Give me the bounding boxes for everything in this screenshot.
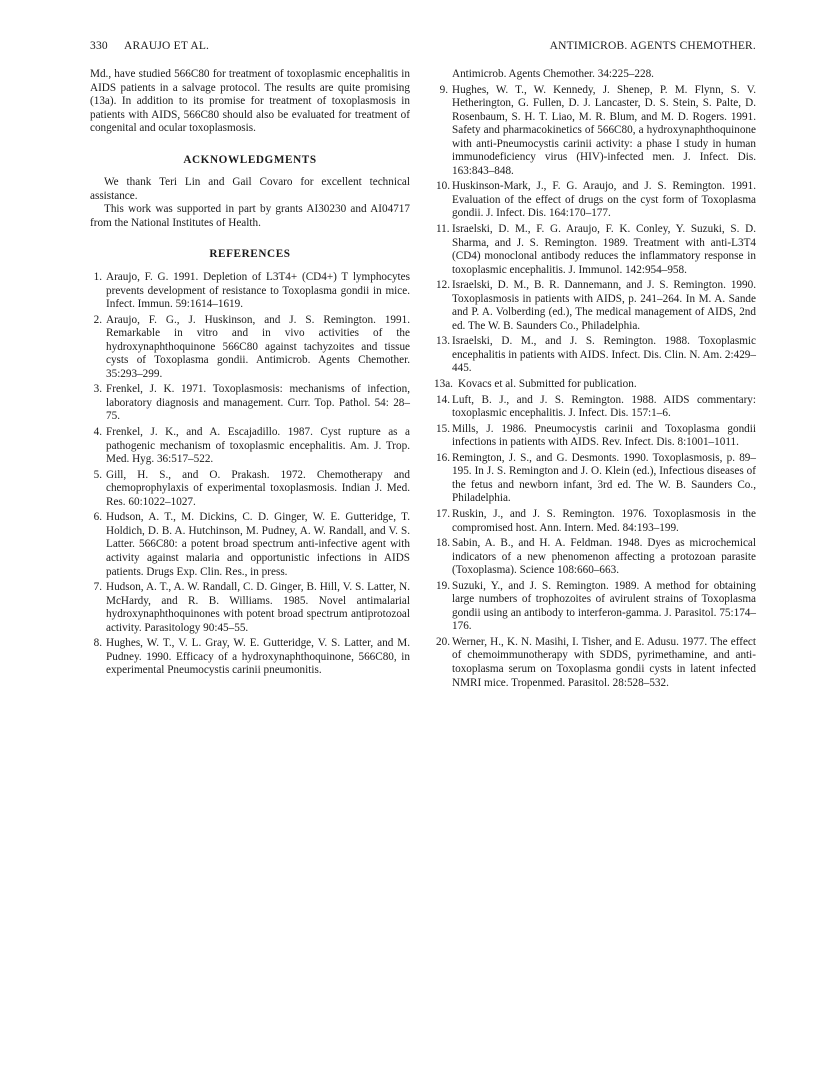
reference-item: 18. Sabin, A. B., and H. A. Feldman. 1948. Dyes as microchemical indicators of a new phenomenon affecting a protozoan parasite (Toxoplasma). Science 108:660–663. [436, 537, 756, 577]
reference-item: 5. Gill, H. S., and O. Prakash. 1972. Chemotherapy and chemoprophylaxis of experimental toxoplasmosis. Indian J. Med. Res. 60:1022–1027. [93, 468, 410, 508]
acknowledgments-paragraph: We thank Teri Lin and Gail Covaro for excellent technical assistance. [90, 176, 410, 202]
reference-item: 4. Frenkel, J. K., and A. Escajadillo. 1987. Cyst rupture as a pathogenic mechanism of toxoplasmic encephalitis. Am. J. Trop. Med. Hyg. 36:517–522. [93, 426, 410, 466]
reference-item: 8. Hughes, W. T., V. L. Gray, W. E. Gutteridge, V. S. Latter, and M. Pudney. 1990. Efficacy of a hydroxynaphthoquinone, 566C80, in experimental Pneumocystis carinii pneumonitis. [93, 637, 410, 677]
reference-item: 13a. Kovacs et al. Submitted for publication. [434, 378, 637, 391]
reference-item: 20. Werner, H., K. N. Masihi, I. Tisher, and E. Adusu. 1977. The effect of chemoimmunotherapy with SDDS, pyrimethamine, and anti-toxoplasma serum on Toxoplasma gondii cysts in latent infected NMRI mice. Tropenmed. Parasitol. 28:528–532. [436, 635, 756, 689]
reference-item: 19. Suzuki, Y., and J. S. Remington. 1989. A method for obtaining large numbers of trophozoites of avirulent strains of Toxoplasma gondii using an antibody to interferon-gamma. J. Parasitol. 75:174–176. [436, 579, 756, 633]
page-number: 330 [90, 40, 108, 52]
right-column [436, 68, 756, 692]
references-heading: REFERENCES [209, 248, 291, 261]
running-header [90, 40, 756, 58]
reference-item: 13. Israelski, D. M., and J. S. Remington. 1988. Toxoplasmic encephalitis in patients with AIDS. Infect. Dis. Clin. N. Am. 2:429–445. [436, 335, 756, 375]
reference-item: 16. Remington, J. S., and G. Desmonts. 1990. Toxoplasmosis, p. 89–195. In J. S. Remington and J. O. Klein (ed.), Infectious diseases of the fetus and newborn infant, 3rd ed. The W. B. Saunders Co., Philadelphia. [436, 451, 756, 505]
reference-item: 7. Hudson, A. T., A. W. Randall, C. D. Ginger, B. Hill, V. S. Latter, N. McHardy, and R. B. Williams. 1985. Novel antimalarial hydroxynaphthoquinones with potent broad spectrum antiprotozoal activity. Parasitology 90:45–55. [93, 581, 410, 634]
acknowledgments-heading: ACKNOWLEDGMENTS [183, 153, 317, 166]
left-column [90, 68, 410, 680]
running-authors: ARAUJO ET AL. [124, 40, 210, 52]
reference-item: 1. Araujo, F. G. 1991. Depletion of L3T4+ (CD4+) T lymphocytes prevents development of resistance to Toxoplasma gondii in mice. Infect. Immun. 59:1614–1619. [93, 271, 410, 311]
reference-item: 2. Araujo, F. G., J. Huskinson, and J. S. Remington. 1991. Remarkable in vitro and in vivo activities of the hydroxynaphthoquinone 566C80 against tachyzoites and tissue cysts of Toxoplasma gondii. Antimicrob. Agents Chemother. 35:293–299. [93, 313, 410, 380]
reference-item: 6. Hudson, A. T., M. Dickins, C. D. Ginger, W. E. Gutteridge, T. Holdich, D. B. A. Hutchinson, M. Pudney, A. W. Randall, and V. S. Latter. 566C80: a potent broad spectrum anti-infective agent with activity against malaria and opportunistic infections in AIDS patients. Drugs Exp. Clin. Res., in press. [93, 511, 410, 578]
reference-item: 11. Israelski, D. M., F. G. Araujo, F. K. Conley, Y. Suzuki, S. D. Sharma, and J. S. Remington. 1989. Treatment with anti-L3T4 (CD4) monoclonal antibody reduces the inflammatory response in toxoplasmic encephalitis. J. Immunol. 142:954–958. [436, 223, 756, 276]
reference-item: 9. Hughes, W. T., W. Kennedy, J. Shenep, P. M. Flynn, S. V. Hetherington, G. Fullen, D. J. Lancaster, D. S. Stein, S. Palte, D. Rosenbaum, S. H. T. Liao, M. R. Blum, and M. D. Rogers. 1991. Safety and pharmacokinetics of 566C80, a hydroxynaphthoquinone with anti-Pneumocystis carinii activity: a phase I study in human immunodeficiency virus (HIV)-infected men. J. Infect. Dis. 163:843–848. [439, 83, 756, 177]
reference-item: 15. Mills, J. 1986. Pneumocystis carinii and Toxoplasma gondii infections in patients with AIDS. Rev. Infect. Dis. 8:1001–1011. [436, 422, 756, 449]
journal-name: ANTIMICROB. AGENTS CHEMOTHER. [549, 40, 756, 52]
reference-item: 14. Luft, B. J., and J. S. Remington. 1988. AIDS commentary: toxoplasmic encephalitis. J. Infect. Dis. 157:1–6. [436, 393, 756, 420]
reference-continuation: Antimicrob. Agents Chemother. 34:225–228. [452, 68, 654, 80]
reference-item: 17. Ruskin, J., and J. S. Remington. 1976. Toxoplasmosis in the compromised host. Ann. Intern. Med. 84:193–199. [436, 507, 756, 534]
funding-paragraph: This work was supported in part by grants AI30230 and AI04717 from the National Institutes of Health. [90, 203, 410, 229]
reference-item: 12. Israelski, D. M., B. R. Dannemann, and J. S. Remington. 1990. Toxoplasmosis in patients with AIDS, p. 241–264. In M. A. Sande and P. A. Volberding (ed.), The medical management of AIDS, 2nd ed. The W. B. Saunders Co., Philadelphia. [436, 279, 756, 332]
reference-item: 3. Frenkel, J. K. 1971. Toxoplasmosis: mechanisms of infection, laboratory diagnosis and management. Curr. Top. Pathol. 54: 28–75. [93, 383, 410, 423]
reference-item: 10. Huskinson-Mark, J., F. G. Araujo, and J. S. Remington. 1991. Evaluation of the effect of drugs on the cyst form of Toxoplasma gondii. J. Infect. Dis. 164:170–177. [436, 180, 756, 220]
discussion-paragraph: Md., have studied 566C80 for treatment of toxoplasmic encephalitis in AIDS patients in a salvage protocol. The results are quite promising (13a). In addition to its promise for treatment of toxoplasmosis in patients with AIDS, 566C80 should also be evaluated for treatment of congenital and ocular toxoplasmosis. [90, 68, 410, 135]
